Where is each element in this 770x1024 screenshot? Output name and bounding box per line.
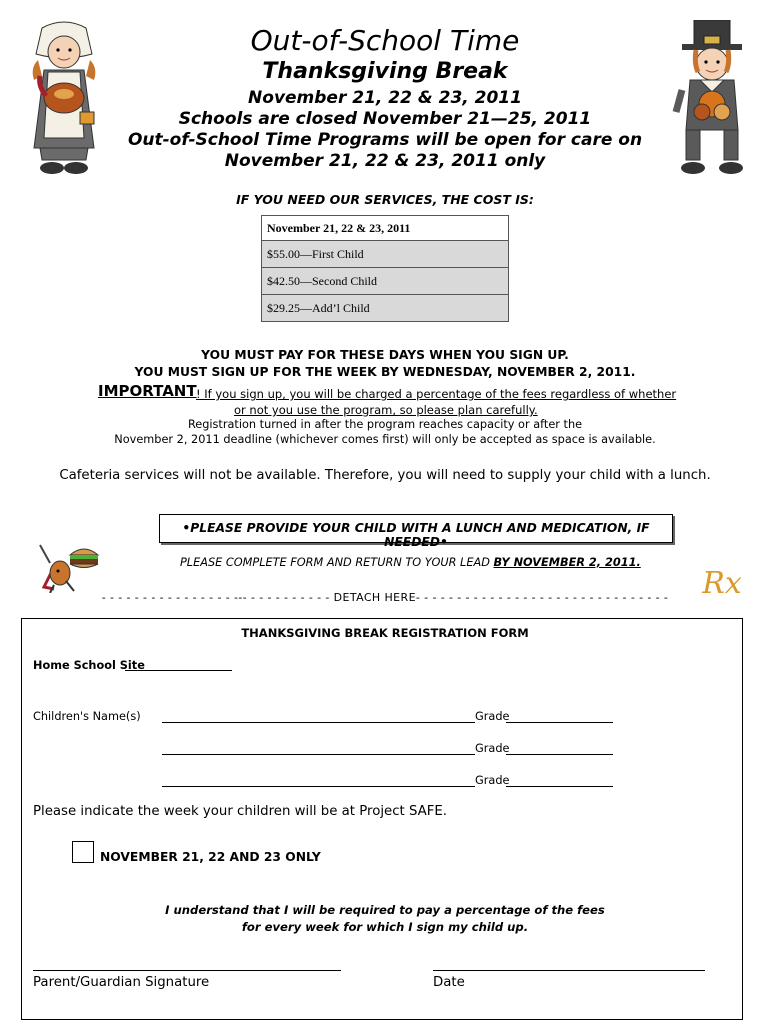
signup-deadline-notice: YOU MUST SIGN UP FOR THE WEEK BY WEDNESDAY, NOVEMBER 2, 2011.	[134, 365, 636, 379]
complete-form-instruction	[180, 556, 641, 569]
registration-line-1: Registration turned in after the program reaches capacity or after the	[187, 418, 583, 431]
home-school-field[interactable]	[125, 658, 232, 671]
detach-here-line: - - - - - - - - - - - - - - - - --- - - - - - - - - - - DETACH HERE- - - - - - - - - - - - - - - - - - - - - - - - - - - - - - -	[101, 591, 669, 604]
week-option-label: NOVEMBER 21, 22 AND 23 ONLY	[100, 850, 321, 864]
week-option-checkbox[interactable]	[72, 841, 94, 863]
form-title: THANKSGIVING BREAK REGISTRATION FORM	[241, 626, 529, 640]
week-indicate-prompt: Please indicate the week your children will be at Project SAFE.	[33, 804, 448, 819]
important-text-line-1: ! If you sign up, you will be charged a percentage of the fees regardless of whether	[196, 387, 677, 401]
grade-field[interactable]	[506, 708, 613, 723]
hamburger-character-illustration	[30, 541, 104, 593]
grade-label: Grade	[475, 710, 510, 723]
open-dates-line: November 21, 22 & 23, 2011 only	[224, 151, 546, 171]
lunch-medication-text: •PLEASE PROVIDE YOUR CHILD WITH A LUNCH AND MEDICATION, IF NEEDED•	[182, 521, 650, 549]
grade-field[interactable]	[506, 740, 613, 755]
cost-heading: IF YOU NEED OUR SERVICES, THE COST IS:	[236, 192, 534, 207]
grade-label: Grade	[475, 742, 510, 755]
signature-field[interactable]	[33, 958, 341, 971]
understand-line-2: for every week for which I sign my child up.	[241, 920, 529, 934]
page-subtitle: Thanksgiving Break	[262, 59, 508, 84]
registration-line-2: November 2, 2011 deadline (whichever comes first) will only be accepted as space is available.	[114, 433, 656, 446]
grade-label: Grade	[475, 774, 510, 787]
date-label: Date	[433, 975, 465, 990]
schools-closed-line: Schools are closed November 21—25, 2011	[178, 109, 592, 129]
cost-row-first-child: $55.00—First Child	[262, 241, 509, 268]
child-name-field[interactable]	[162, 740, 475, 755]
grade-field[interactable]	[506, 772, 613, 787]
rx-symbol: Rx	[702, 566, 742, 601]
pay-notice: YOU MUST PAY FOR THESE DAYS WHEN YOU SIGN UP.	[201, 348, 569, 362]
complete-form-text: PLEASE COMPLETE FORM AND RETURN TO YOUR LEAD	[180, 556, 494, 569]
important-text-line-2: or not you use the program, so please plan carefully.	[234, 403, 538, 417]
date-field[interactable]	[433, 958, 705, 971]
cost-row-additional-child: $29.25—Add’l Child	[262, 295, 509, 322]
cafeteria-notice: Cafeteria services will not be available. Therefore, you will need to supply your child with a lunch.	[59, 468, 711, 483]
child-name-field[interactable]	[162, 772, 475, 787]
cost-row-second-child: $42.50—Second Child	[262, 268, 509, 295]
child-name-field[interactable]	[162, 708, 475, 723]
cost-table	[261, 215, 509, 322]
programs-open-line: Out-of-School Time Programs will be open for care on	[127, 130, 643, 150]
understand-line-1: I understand that I will be required to pay a percentage of the fees	[165, 903, 605, 917]
complete-form-deadline: BY NOVEMBER 2, 2011.	[493, 556, 641, 569]
important-label: IMPORTANT	[98, 382, 197, 400]
break-dates: November 21, 22 & 23, 2011	[248, 88, 522, 108]
home-school-label: Home School Site	[33, 659, 145, 672]
cost-table-header: November 21, 22 & 23, 2011	[262, 216, 509, 241]
lunch-medication-box	[159, 514, 673, 549]
page-title: Out-of-School Time	[250, 24, 520, 57]
signature-label: Parent/Guardian Signature	[33, 975, 210, 990]
children-names-label: Children's Name(s)	[33, 710, 141, 723]
